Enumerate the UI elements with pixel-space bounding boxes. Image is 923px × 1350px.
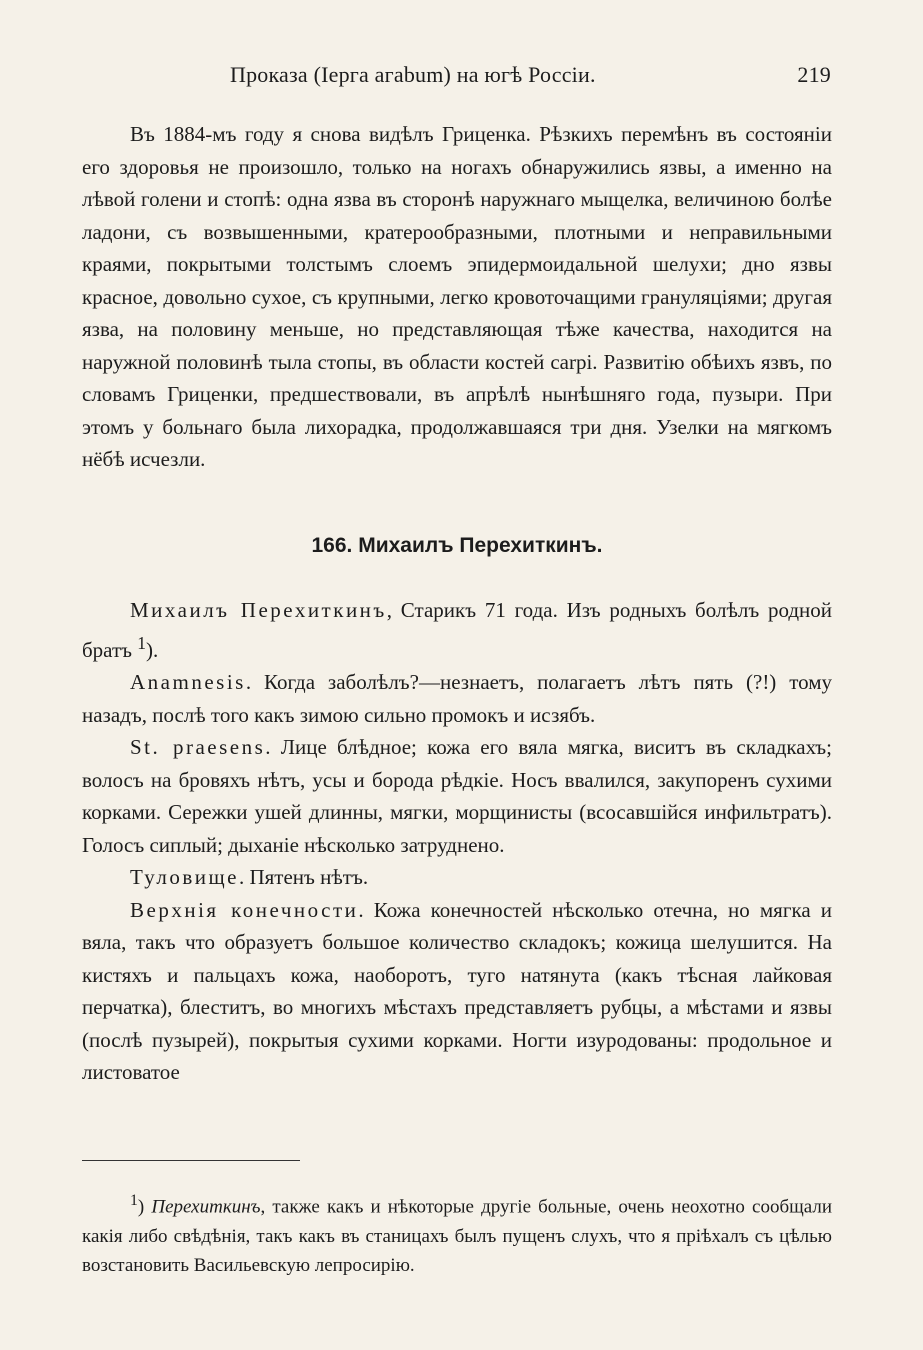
running-title: Проказа (Iерга агаbum) на югѣ Россіи. bbox=[230, 62, 596, 87]
status-praesens-label: St. praesens bbox=[130, 735, 266, 759]
torso-text: . Пятенъ нѣтъ. bbox=[238, 865, 369, 889]
footnote-paragraph: $^1$) Перехиткинъ, также какъ и нѣкоторые другіе больные, очень неохотно сообщали какія либо свѣдѣнія, такъ какъ въ станицахъ былъ пущенъ слухъ, что я пріѣхалъ съ цѣлью возстановить Васильевскую лепросирію. bbox=[82, 1192, 832, 1277]
patient-intro-end: ). bbox=[146, 637, 159, 662]
patient-intro-text: , Старикъ 71 года. Изъ родныхъ болѣлъ родной братъ bbox=[82, 598, 833, 662]
paragraph-status-praesens bbox=[82, 731, 832, 861]
anamnesis-label: Anamnesis bbox=[130, 670, 246, 694]
paragraph-patient-intro bbox=[82, 594, 832, 666]
torso-label: Туловище bbox=[130, 865, 239, 889]
case-heading: 166. Михаилъ Перехиткинъ. bbox=[311, 533, 603, 557]
page-number: 219 bbox=[797, 62, 831, 87]
upper-limbs-label: Верхнія конечности bbox=[130, 897, 359, 922]
paragraph-upper-limbs bbox=[82, 894, 832, 1089]
footnote-mark[interactable]: 1 bbox=[137, 632, 146, 653]
footnote-divider bbox=[82, 1160, 300, 1161]
footnote bbox=[82, 1186, 832, 1281]
footnote-number: 1 bbox=[130, 1192, 138, 1209]
anamnesis-text: . Когда заболѣлъ?—незнаетъ, полагаетъ лѣтъ пять (?!) тому назадъ, послѣ того какъ зимою сильно промокъ и исзябъ. bbox=[82, 670, 832, 727]
upper-limbs-text: . Кожа конечностей нѣсколько отечна, но мягка и вяла, такъ что образуетъ большое количество складокъ; кожица шелушится. На кистяхъ и пальцахъ кожа, наоборотъ, туго натянута (какъ тѣсная лайковая перчатка), блеститъ, во многихъ мѣстахъ представляетъ рубцы, а мѣстами и язвы (послѣ пузырей), покрытыя сухими корками. Ногти изуродованы: продольное и листоватое bbox=[82, 897, 832, 1084]
footnote-name: Перехиткинъ bbox=[151, 1196, 261, 1218]
running-header bbox=[82, 62, 831, 96]
paragraph-anamnesis bbox=[82, 666, 832, 731]
status-praesens-text: . Лице блѣдное; кожа его вяла мягка, виситъ въ складкахъ; волосъ на бровяхъ нѣтъ, усы и борода рѣдкіе. Носъ ввалился, закупоренъ сухими корками. Сережки ушей длинны, мягки, морщинисты (всосавшійся инфильтратъ). Голосъ сиплый; дыханіе нѣсколько затруднено. bbox=[82, 735, 832, 857]
patient-name: Михаилъ Перехиткинъ bbox=[130, 598, 387, 622]
paragraph-gritsenko: Въ 1884-мъ году я снова видѣлъ Гриценка. Рѣзкихъ перемѣнъ въ состояніи его здоровья не произошло, только на ногахъ обнаружились язвы, а именно на лѣвой голени и стопѣ: одна язва въ сторонѣ наружнаго мыщелка, величиною болѣе ладони, съ возвышенными, кратерообразными, плотными и неправильными краями, покрытыми толстымъ слоемъ эпидермоидальной шелухи; дно язвы красное, довольно сухое, съ крупными, легко кровоточащими грануляціями; другая язва, на половину меньше, но представляющая тѣже качества, находится на наружной половинѣ тыла стопы, въ области костей carpi. Развитію обѣихъ язвъ, по словамъ Гриценки, предшествовали, въ апрѣлѣ нынѣшняго года, пузыри. При этомъ у больнаго была лихорадка, продолжавшаяся три дня. Узелки на мягкомъ нёбѣ исчезли. bbox=[82, 122, 832, 471]
footnote-text: , также какъ и нѣкоторые другіе больные, очень неохотно сообщали какія либо свѣдѣнія, такъ какъ въ станицахъ былъ пущенъ слухъ, что я пріѣхалъ съ цѣлью возстановить Васильевскую лепросирію. bbox=[82, 1196, 832, 1277]
main-text bbox=[82, 118, 832, 1089]
paragraph-torso bbox=[82, 861, 832, 894]
